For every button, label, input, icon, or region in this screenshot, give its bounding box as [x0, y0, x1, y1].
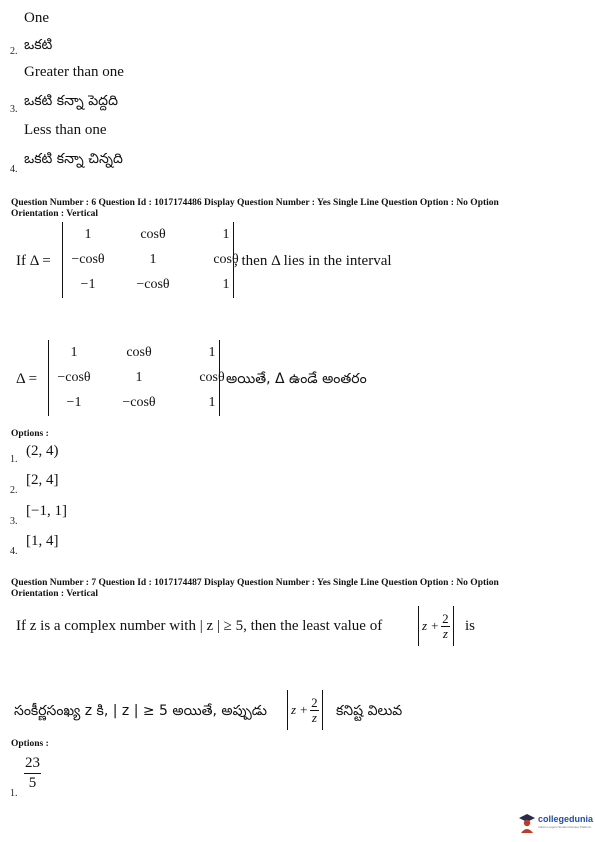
q6-det-left-bar	[62, 222, 63, 298]
prev-option-4-telugu: ఒకటి కన్నా చిన్నది	[24, 151, 123, 167]
prev-option-2-english: Greater than one	[24, 64, 124, 80]
q7-english-part1: If z is a complex number with | z | ≥ 5, then the least value of	[16, 618, 383, 634]
q6-telugu-prefix: Δ =	[16, 371, 38, 387]
q7-te-expr-num: 2	[311, 694, 318, 710]
q6-option-1-number: 1.	[10, 454, 18, 465]
det-cell: 1	[222, 226, 230, 242]
det-cell: cosθ	[213, 251, 239, 267]
q6-options-label: Options :	[11, 429, 49, 439]
q6-option-4[interactable]: [1, 4]	[26, 533, 59, 549]
q7-english-part2: is	[465, 618, 476, 634]
q7-option-1-num: 23	[24, 754, 41, 774]
q7-options-label: Options :	[11, 739, 49, 749]
prev-option-3-telugu: ఒకటి కన్నా పెద్దది	[24, 93, 118, 109]
q6-option-3[interactable]: [−1, 1]	[26, 503, 67, 519]
collegedunia-watermark	[519, 813, 593, 833]
q7-header	[11, 578, 586, 600]
det-cell: cosθ	[140, 226, 166, 242]
det-cell: −cosθ	[122, 394, 156, 410]
watermark-text: collegedunia	[538, 814, 594, 824]
q6-option-2[interactable]: [2, 4]	[26, 472, 59, 488]
q6-english-prefix: If Δ =	[16, 253, 51, 269]
det-cell: −cosθ	[136, 276, 170, 292]
graduate-icon	[519, 813, 535, 833]
q6-option-1[interactable]: (2, 4)	[26, 443, 59, 459]
det-cell: −1	[66, 394, 82, 410]
q6-option-2-number: 2.	[10, 485, 18, 496]
q6-english-suffix: , then Δ lies in the interval	[234, 253, 392, 269]
det-cell: 1	[208, 394, 216, 410]
q6-header-line1: Question Number : 6 Question Id : 1017174486 Display Question Number : Yes Single Line Question Option : No Option	[11, 198, 499, 208]
prev-option-2-number: 2.	[10, 46, 18, 57]
q7-te-expr-z: z +	[291, 702, 309, 717]
q6-option-3-number: 3.	[10, 516, 18, 527]
q7-header-line1: Question Number : 7 Question Id : 1017174487 Display Question Number : Yes Single Line Question Option : No Option	[11, 578, 499, 588]
det-cell: 1	[135, 369, 143, 385]
q7-expression	[418, 606, 454, 646]
prev-option-3-number: 3.	[10, 104, 18, 115]
det-cell: 1	[84, 226, 92, 242]
prev-option-4-number: 4.	[10, 164, 18, 175]
det-cell: cosθ	[126, 344, 152, 360]
q6-option-4-number: 4.	[10, 546, 18, 557]
det-cell: 1	[149, 251, 157, 267]
det-cell: −cosθ	[71, 251, 105, 267]
det-cell: 1	[222, 276, 230, 292]
det-cell: −cosθ	[57, 369, 91, 385]
q7-header-line2: Orientation : Vertical	[11, 589, 99, 599]
q6-header-line2: Orientation : Vertical	[11, 209, 99, 219]
q7-expr-z: z +	[422, 618, 440, 633]
watermark-tagline: India's Largest Student Review Platform	[538, 825, 592, 829]
q7-te-expr-fraction	[310, 696, 319, 725]
q7-expr-fraction	[441, 612, 450, 641]
prev-option-3-english: Less than one	[24, 122, 107, 138]
q7-te-expression	[287, 690, 323, 730]
det-cell: −1	[80, 276, 96, 292]
q6-te-det-right-bar	[219, 340, 220, 416]
det-cell: 1	[70, 344, 78, 360]
q7-te-expr-den: z	[311, 709, 317, 725]
q7-expr-num: 2	[442, 610, 449, 626]
q6-telugu-determinant	[50, 340, 244, 415]
q7-option-1-number: 1.	[10, 788, 18, 799]
q6-header	[11, 198, 586, 220]
q6-determinant	[64, 222, 258, 297]
q6-te-det-left-bar	[48, 340, 49, 416]
det-cell: cosθ	[199, 369, 225, 385]
prev-option-1-english: One	[24, 10, 49, 26]
prev-option-2-telugu: ఒకటి	[24, 37, 53, 53]
q7-option-1-den: 5	[28, 775, 37, 791]
q7-telugu-part1: సంకీర్ణసంఖ్య z కి, | z | ≥ 5 అయితే, అప్పుడు	[14, 703, 267, 719]
q7-option-1[interactable]	[24, 754, 41, 793]
det-cell: 1	[208, 344, 216, 360]
q7-expr-den: z	[442, 625, 448, 641]
q6-telugu-suffix: అయితే, Δ ఉండే అంతరం	[226, 371, 367, 387]
q7-telugu-part2: కనిష్ట విలువ	[336, 703, 403, 719]
